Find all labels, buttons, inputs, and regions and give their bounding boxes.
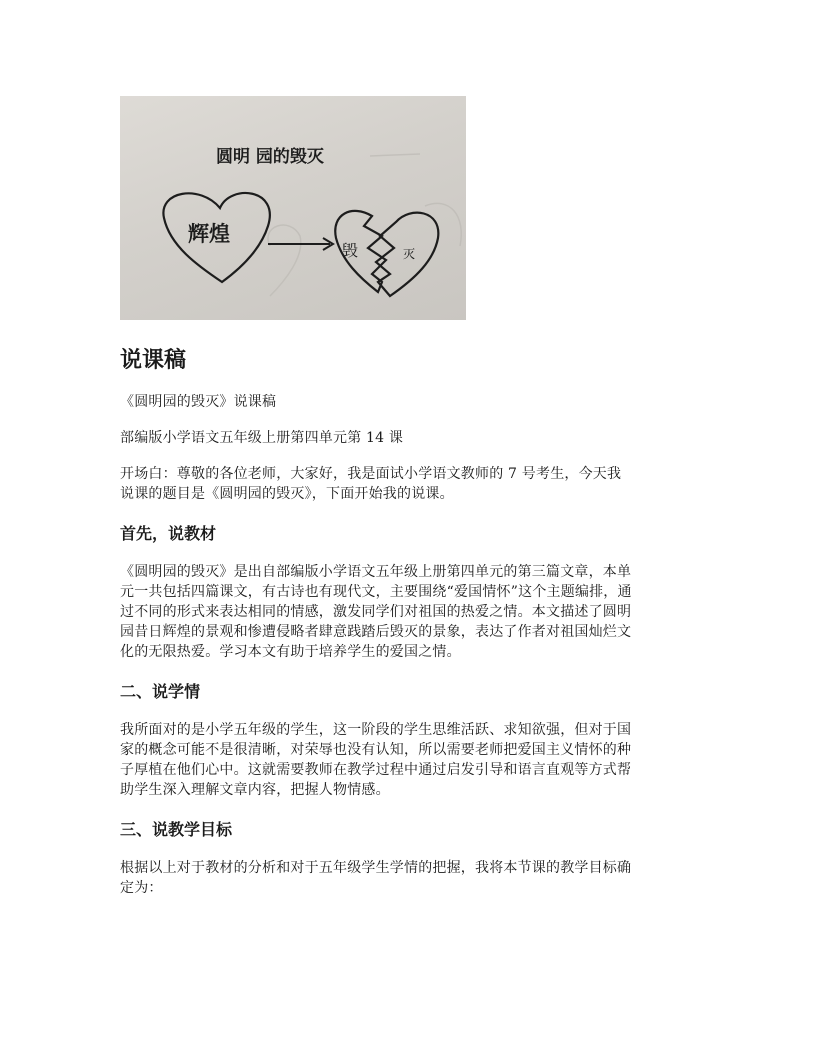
section-body-students [120,720,696,800]
paragraph-lesson-title: 《圆明园的毁灭》说课稿 [120,394,277,410]
broken-heart-left-label: 毁 [342,241,359,260]
section-body-objectives [120,858,696,898]
handdrawn-hearts-photo [120,96,466,320]
document-title: 说课稿 [120,348,187,373]
hearts-drawing [120,96,466,320]
paragraph-opening [120,464,696,504]
opening-line: 开场白：尊敬的各位老师，大家好，我是面试小学语文教师的 7 号考生，今天我 [120,466,622,482]
body-line: 化的无限热爱。学习本文有助于培养学生的爱国之情。 [120,644,461,660]
broken-heart-right-label: 灭 [403,247,416,261]
body-line: 家的概念可能不是很清晰，对荣辱也没有认知，所以需要老师把爱国主义情怀的种 [120,742,632,758]
body-line: 过不同的形式来表达相同的情感，激发同学们对祖国的热爱之情。本文描述了圆明 [120,604,632,620]
body-line: 根据以上对于教材的分析和对于五年级学生学情的把握，我将本节课的教学目标确 [120,860,632,876]
section-heading-textbook: 首先，说教材 [120,524,217,543]
body-line: 定为： [120,880,163,896]
handwritten-title: 圆明 园的毁灭 [216,147,324,167]
document-page [120,96,696,898]
section-heading-objectives: 三、说教学目标 [120,820,233,839]
body-line: 子厚植在他们心中。这就需要教师在教学过程中通过启发引导和语言直观等方式帮 [120,762,632,778]
body-line: 我所面对的是小学五年级的学生，这一阶段的学生思维活跃、求知欲强，但对于国 [120,722,632,738]
body-line: 园昔日辉煌的景观和惨遭侵略者肆意践踏后毁灭的景象，表达了作者对祖国灿烂文 [120,624,632,640]
body-line: 《圆明园的毁灭》是出自部编版小学语文五年级上册第四单元的第三篇文章，本单 [120,564,632,580]
section-heading-students: 二、说学情 [120,682,201,701]
opening-line: 说课的题目是《圆明园的毁灭》，下面开始我的说课。 [120,486,454,502]
paragraph-textbook-info: 部编版小学语文五年级上册第四单元第 14 课 [120,430,404,446]
body-line: 元一共包括四篇课文，有古诗也有现代文，主要围绕“爱国情怀”这个主题编排，通 [120,584,632,600]
section-body-textbook [120,562,696,662]
left-heart-label: 辉煌 [188,222,230,246]
body-line: 助学生深入理解文章内容，把握人物情感。 [120,782,390,798]
